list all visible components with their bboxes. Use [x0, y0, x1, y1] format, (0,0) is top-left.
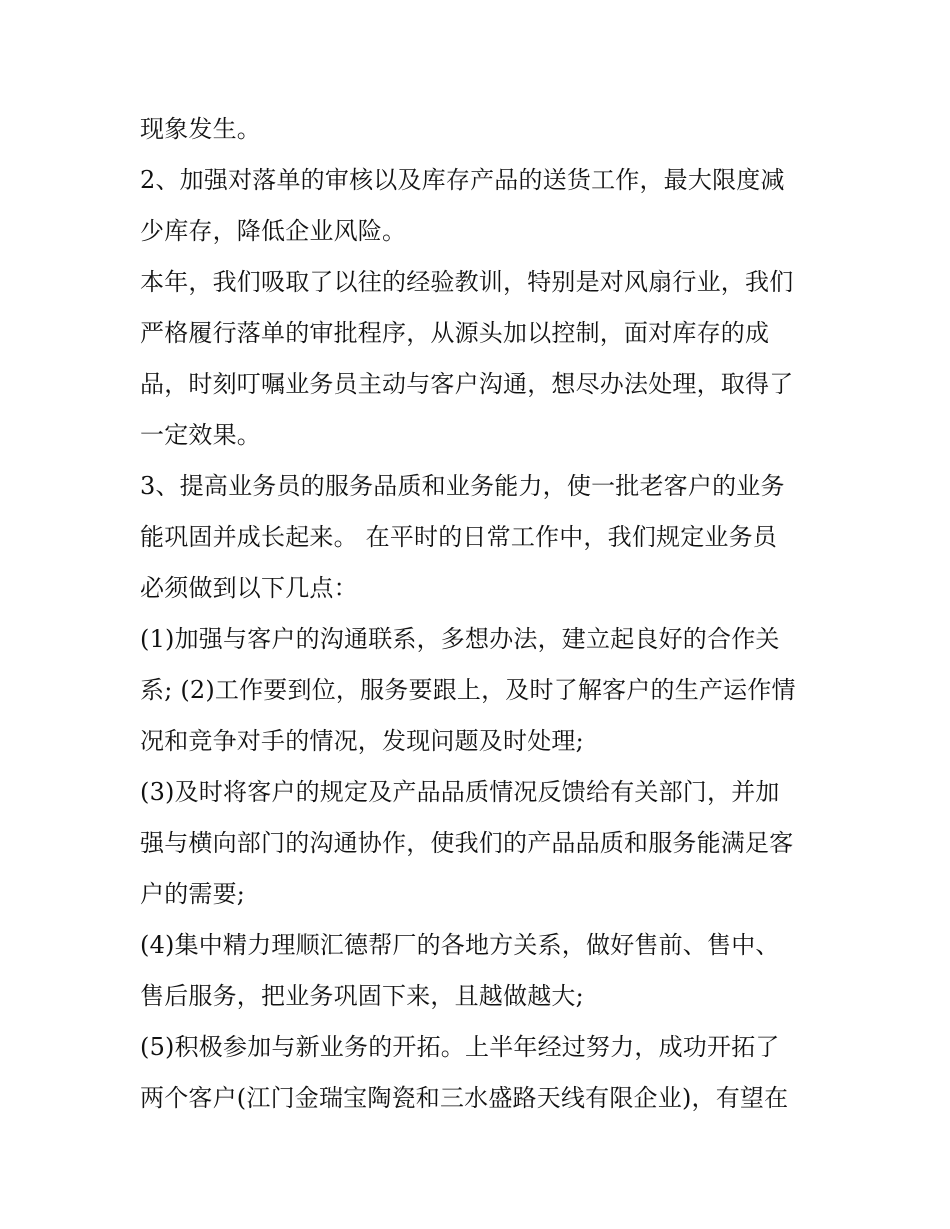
text-line: 现象发生。: [140, 115, 261, 143]
text-line: 少库存，降低企业风险。: [140, 217, 407, 245]
text-line: 严格履行落单的审批程序，从源头加以控制，面对库存的成: [140, 319, 770, 347]
text-line: 品，时刻叮嘱业务员主动与客户沟通，想尽办法处理，取得了: [140, 370, 794, 398]
text-line: 况和竞争对手的情况，发现问题及时处理;: [140, 727, 584, 755]
text-line: (3)及时将客户的规定及产品品质情况反馈给有关部门，并加: [140, 778, 780, 806]
text-line: 2、加强对落单的审核以及库存产品的送货工作，最大限度减: [140, 166, 785, 194]
text-line: 强与横向部门的沟通协作，使我们的产品品质和服务能满足客: [140, 829, 794, 857]
document-body: [140, 104, 820, 1124]
text-line: 系; (2)工作要到位，服务要跟上，及时了解客户的生产运作情: [140, 676, 796, 704]
text-line: 一定效果。: [140, 421, 261, 449]
text-line: 户的需要;: [140, 880, 246, 908]
text-line: (4)集中精力理顺汇德帮厂的各地方关系，做好售前、售中、: [140, 931, 780, 959]
text-line: (1)加强与客户的沟通联系，多想办法，建立起良好的合作关: [140, 625, 780, 653]
text-line: 3、提高业务员的服务品质和业务能力，使一批老客户的业务: [140, 472, 785, 500]
text-line: 必须做到以下几点：: [140, 574, 358, 602]
text-line: 两个客户(江门金瑞宝陶瓷和三水盛路天线有限企业)，有望在: [140, 1084, 789, 1112]
text-line: (5)积极参加与新业务的开拓。上半年经过努力，成功开拓了: [140, 1033, 780, 1061]
text-line: 售后服务，把业务巩固下来，且越做越大;: [140, 982, 584, 1010]
text-line: 能巩固并成长起来。 在平时的日常工作中，我们规定业务员: [140, 523, 778, 551]
text-line: 本年，我们吸取了以往的经验教训，特别是对风扇行业，我们: [140, 268, 794, 296]
